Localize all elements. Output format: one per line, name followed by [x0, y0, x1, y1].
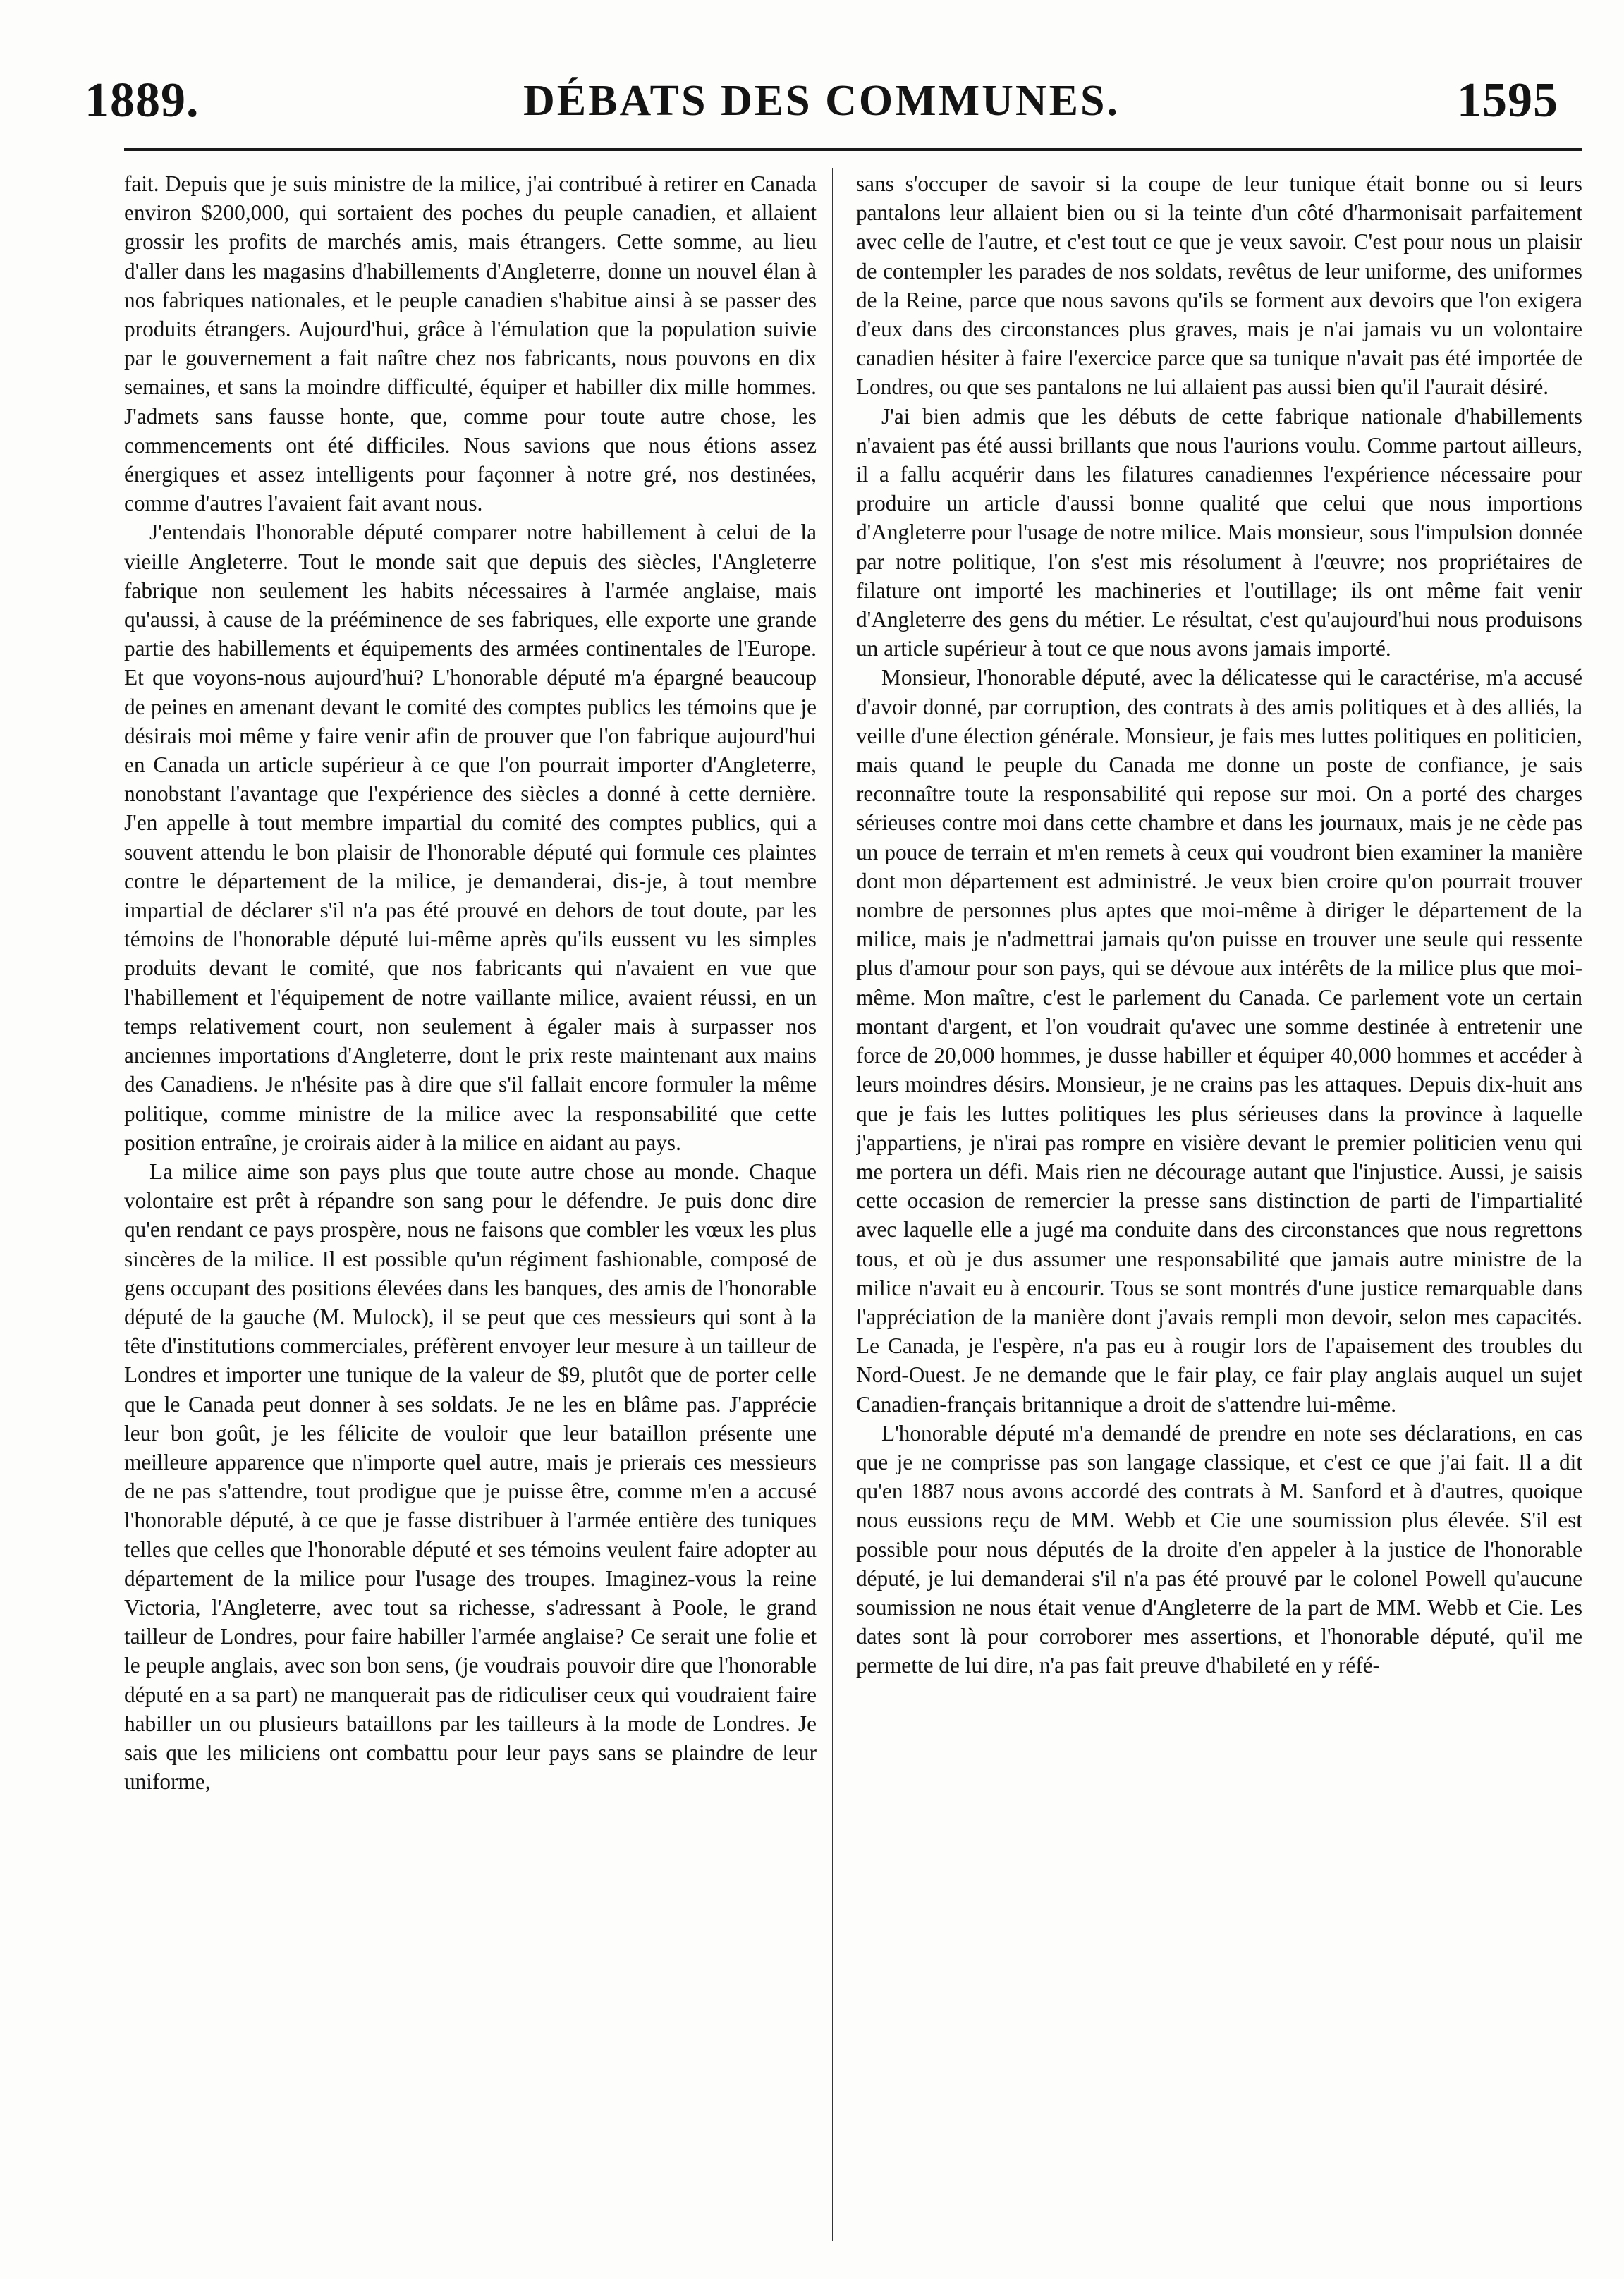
header-year: 1889.: [85, 73, 200, 128]
paragraph: J'ai bien admis que les débuts de cette fabrique nationale d'habillements n'avaient pas été aussi brillants que nous l'aurions voulu. Comme partout ailleurs, il a fallu acquérir dans les filatures canadiennes l'expérience nécessaire pour produire un article d'aussi bonne qualité que celui que nous importions d'Angleterre pour l'usage de notre milice. Mais monsieur, sous l'impulsion donnée par notre politique, l'on s'est mis résolument à l'œuvre; nos propriétaires de filature ont importé les machineries et l'outillage; ils ont même fait venir d'Angleterre des gens du métier. Le résultat, c'est qu'aujourd'hui nous produisons un article supérieur à tout ce que nous avons jamais importé.: [856, 403, 1582, 661]
header-title: DÉBATS DES COMMUNES.: [523, 77, 1121, 125]
paragraph: sans s'occuper de savoir si la coupe de leur tunique était bonne ou si leurs pantalons leur allaient bien ou si la teinte d'un côté d'harmonisait parfaitement avec celle de l'autre, et c'est tout ce que je veux savoir. C'est pour nous un plaisir de contempler les parades de nos soldats, revêtus de leur uniforme, des uniformes de la Reine, parce que nous savons qu'ils se forment aux devoirs que l'on exigera d'eux dans des circonstances plus graves, mais je n'ai jamais vu un volontaire canadien hésiter à faire l'exercice parce que sa tunique n'avait pas été importée de Londres, ou que ses pantalons ne lui allaient pas aussi bien qu'il l'aurait désiré.: [856, 171, 1582, 400]
paragraph: L'honorable député m'a demandé de prendre en note ses déclarations, en cas que je ne comprisse pas son langage classique, et c'est ce que j'ai fait. Il a dit qu'en 1887 nous avons accordé des contrats à M. Sanford et à d'autres, quoique nous eussions reçu de MM. Webb et Cie une soumission plus élevée. S'il est possible pour nous députés de la droite d'en appeler à la justice de l'honorable député, je lui demanderai s'il n'a pas été prouvé par le colonel Powell qu'aucune soumission ne nous était venue d'Angleterre de la part de MM. Webb et Cie. Les dates sont là pour corroborer mes assertions, et l'honorable député, qu'il me permette de lui dire, n'a pas fait preuve d'habileté en y réfé-: [856, 1420, 1582, 1678]
paragraph: J'entendais l'honorable député comparer notre habillement à celui de la vieille Angleterre. Tout le monde sait que depuis des siècles, l'Angleterre fabrique non seulement les habits nécessaires à l'armée anglaise, mais qu'aussi, à cause de la prééminence de ses fabriques, elle exporte une grande partie des habillements et équipements des armées continentales de l'Europe. Et que voyons-nous aujourd'hui? L'honorable député m'a épargné beaucoup de peines en amenant devant le comité des comptes publics les témoins que je désirais moi même y faire venir afin de prouver que l'on fabrique aujourd'hui en Canada un article supérieur à ce que l'on pourrait importer d'Angleterre, nonobstant l'avantage que l'expérience des siècles a donné à cette dernière. J'en appelle à tout membre impartial du comité des comptes publics, qui a souvent attendu le bon plaisir de l'honorable député qui formule ces plaintes contre le département de la milice, je demanderai, dis-je, à tout membre impartial de déclarer s'il n'a pas été prouvé en dehors de tout doute, par les témoins de l'honorable député lui-même après qu'ils eussent vu les simples produits devant le comité, que nos fabricants qui n'avaient en vue que l'habillement et l'équipement de notre vaillante milice, avaient réussi, en un temps relativement court, non seulement à égaler mais à surpasser nos anciennes importations d'Angleterre, dont le prix reste maintenant aux mains des Canadiens. Je n'hésite pas à dire que s'il fallait encore formuler la même politique, comme ministre de la milice avec la responsabilité que cette position entraîne, je croirais aider à la milice en aidant au pays.: [124, 520, 817, 1155]
column-divider: [832, 168, 833, 2241]
header-page-number: 1595: [1457, 73, 1558, 128]
paragraph: La milice aime son pays plus que toute autre chose au monde. Chaque volontaire est prêt à répandre son sang pour le défendre. Je puis donc dire qu'en rendant ce pays prospère, nous ne faisons que combler les vœux les plus sincères de la milice. Il est possible qu'un régiment fashionable, composé de gens occupant des positions élevées dans les banques, des amis de l'honorable député de la gauche (M. Mulock), il se peut que ces messieurs qui sont à la tête d'institutions commerciales, préfèrent envoyer leur mesure à un tailleur de Londres et importer une tunique de la valeur de $9, plutôt que de porter celle que le Canada peut donner à ses soldats. Je ne les en blâme pas. J'apprécie leur bon goût, je les félicite de vouloir que leur bataillon présente une meilleure apparence que n'importe quel autre, mais je prierais ces messieurs de ne pas s'attendre, tout prodigue que je puisse être, comme m'en a accusé l'honorable député, à ce que je fasse distribuer à l'armée entière des tuniques telles que celles que l'honorable député et ses témoins veulent faire adopter au département de la milice pour l'usage des troupes. Imaginez-vous la reine Victoria, l'Angleterre, avec tout sa richesse, s'adressant à Poole, le grand tailleur de Londres, pour faire habiller l'armée anglaise? Ce serait une folie et le peuple anglais, avec son bon sens, (je voudrais pouvoir dire que l'honorable député en a sa part) ne manquerait pas de ridiculiser ceux qui voudraient faire habiller un ou plusieurs bataillons par les tailleurs à la mode de Londres. Je sais que les miliciens ont combattu pour leur pays sans se plaindre de leur uniforme,: [124, 1159, 817, 1795]
paragraph: fait. Depuis que je suis ministre de la milice, j'ai contribué à retirer en Canada environ $200,000, qui sortaient des poches du peuple canadien, et allaient grossir les profits de marchés amis, mais étrangers. Cette somme, au lieu d'aller dans les magasins d'habillements d'Angleterre, donne un nouvel élan à nos fabriques nationales, et le peuple canadien s'habitue ainsi à se passer des produits étrangers. Aujourd'hui, grâce à l'émulation que la population suivie par le gouvernement a fait naître chez nos fabricants, nous pouvons en dix semaines, et sans la moindre difficulté, équiper et habiller dix mille hommes. J'admets sans fausse honte, que, comme pour toute autre chose, les commencements ont été difficiles. Nous savions que nous étions assez énergiques et assez intelligents pour façonner à notre gré, nos destinées, comme d'autres l'avaient fait avant nous.: [124, 171, 817, 516]
left-column: [124, 169, 817, 2249]
right-column: [856, 169, 1582, 2249]
paragraph: Monsieur, l'honorable député, avec la délicatesse qui le caractérise, m'a accusé d'avoir donné, par corruption, des contrats à des amis politiques et à des alliés, la veille d'une élection générale. Monsieur, je fais mes luttes politiques en politicien, mais quand le peuple du Canada me donne un poste de confiance, je sais reconnaître toute la responsabilité qui repose sur moi. On a porté des charges sérieuses contre moi dans cette chambre et dans les journaux, mais je ne cède pas un pouce de terrain et m'en remets à ceux qui voudront bien examiner la manière dont mon département est administré. Je veux bien croire qu'on pourrait trouver nombre de personnes plus aptes que moi-même à diriger le département de la milice, mais je n'admettrai jamais qu'on puisse en trouver une seule qui ressente plus d'amour pour son pays, qui se dévoue aux intérêts de la milice plus que moi-même. Mon maître, c'est le parlement du Canada. Ce parlement vote un certain montant d'argent, et l'on voudrait qu'avec une somme destinée à entretenir une force de 20,000 hommes, je dusse habiller et équiper 40,000 hommes et accéder à leurs moindres désirs. Monsieur, je ne crains pas les attaques. Depuis dix-huit ans que je fais les luttes politiques les plus sérieuses dans la province à laquelle j'appartiens, je n'irai pas rompre en visière devant le premier politicien venu qui me portera un défi. Mais rien ne décourage autant que l'injustice. Aussi, je saisis cette occasion de remercier la presse sans distinction de parti de l'impartialité avec laquelle elle a jugé ma conduite dans des circonstances que nous regrettons tous, et où je dus assumer une responsabilité que jamais autre ministre de la milice n'avait eu à encourir. Tous se sont montrés d'une justice remarquable dans l'appréciation de la manière dont j'avais rempli mon devoir, selon mes capacités. Le Canada, je l'espère, n'a pas eu à rougir lors de l'apaisement des troubles du Nord-Ouest. Je ne demande que le fair play, ce fair play anglais auquel un sujet Canadien-français britannique a droit de s'attendre lui-même.: [856, 665, 1582, 1417]
header-rule: [124, 148, 1582, 151]
page-header: [85, 69, 1558, 133]
